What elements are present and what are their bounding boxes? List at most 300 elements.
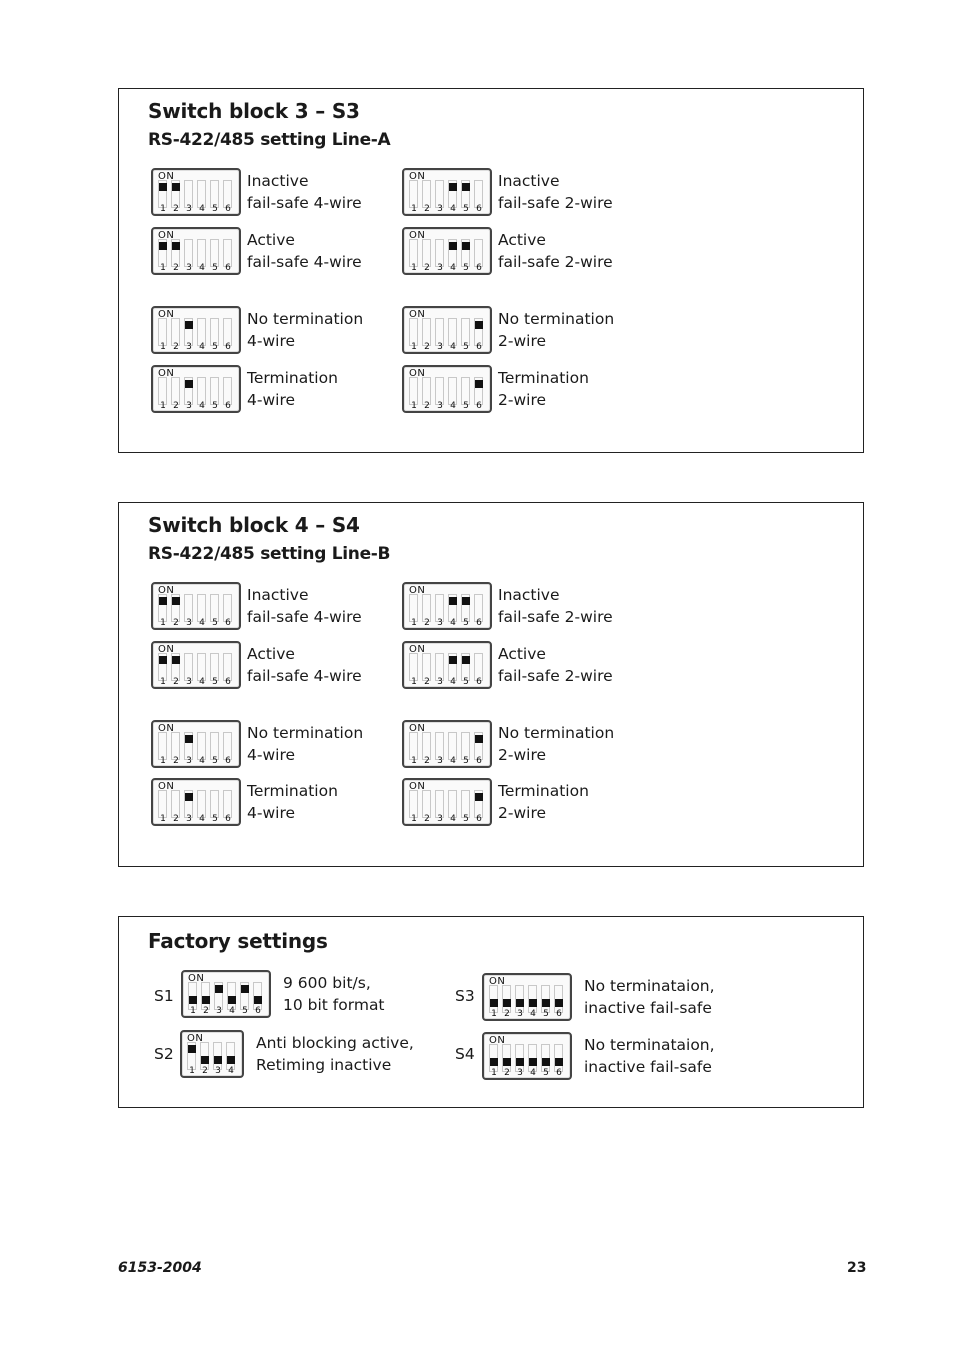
dip-switch: [402, 365, 492, 413]
dip-lever-off: [529, 999, 537, 1007]
dip-on-label: ON: [409, 230, 426, 241]
dip-number: 6: [476, 263, 482, 273]
dip-lever-on: [215, 985, 223, 993]
dip-number: 6: [476, 618, 482, 628]
dip-lever-on: [172, 183, 180, 191]
dip-number: 5: [543, 1068, 549, 1078]
setting-line-2: fail-safe 2-wire: [498, 194, 613, 212]
dip-slot-4: [448, 790, 458, 824]
dip-number: 5: [212, 401, 218, 411]
s4-entry: [402, 641, 732, 693]
dip-slot-5: [461, 318, 471, 352]
dip-slot-2: [171, 653, 181, 687]
dip-switch: [151, 720, 241, 768]
dip-slot-2: [422, 377, 432, 411]
setting-line-1: Inactive: [247, 586, 309, 604]
dip-slot-4: [197, 377, 207, 411]
setting-line-1: Inactive: [498, 172, 560, 190]
dip-lever-on: [172, 656, 180, 664]
factory-switch-name: S1: [154, 987, 174, 1005]
dip-slot-1: [409, 318, 419, 352]
dip-slot-6: [474, 180, 484, 214]
dip-number: 2: [424, 814, 430, 824]
dip-slot-6: [223, 594, 233, 628]
dip-lever-off: [503, 1058, 511, 1066]
setting-line-2: 4-wire: [247, 332, 296, 350]
dip-lever-on: [449, 597, 457, 605]
dip-slot-2: [502, 985, 512, 1019]
dip-slot-3: [435, 790, 445, 824]
dip-slot-2: [422, 653, 432, 687]
dip-switch: [151, 365, 241, 413]
dip-number: 2: [173, 263, 179, 273]
dip-number: 1: [160, 204, 166, 214]
dip-on-label: ON: [409, 368, 426, 379]
dip-number: 5: [463, 204, 469, 214]
dip-lever-off: [542, 1058, 550, 1066]
dip-number: 6: [225, 618, 231, 628]
dip-number: 5: [463, 618, 469, 628]
dip-slot-4: [448, 377, 458, 411]
dip-lever-off: [542, 999, 550, 1007]
dip-number: 3: [186, 263, 192, 273]
dip-slot-3: [435, 318, 445, 352]
dip-on-label: ON: [158, 781, 175, 792]
dip-slot-2: [200, 1042, 210, 1076]
switch-block-4-title: Switch block 4 – S4: [148, 513, 360, 537]
dip-slot-6: [474, 790, 484, 824]
dip-slot-3: [184, 732, 194, 766]
dip-slot-4: [197, 790, 207, 824]
dip-slot-5: [541, 1044, 551, 1078]
dip-number: 1: [411, 204, 417, 214]
dip-number: 4: [450, 263, 456, 273]
dip-slot-2: [502, 1044, 512, 1078]
dip-number: 3: [186, 756, 192, 766]
dip-number: 5: [242, 1006, 248, 1016]
setting-line-1: No terminataion,: [584, 1036, 715, 1054]
setting-line-1: Termination: [247, 782, 338, 800]
dip-number: 4: [450, 342, 456, 352]
dip-lever-on: [475, 321, 483, 329]
dip-lever-on: [241, 985, 249, 993]
dip-number: 2: [424, 618, 430, 628]
dip-number: 4: [450, 204, 456, 214]
dip-lever-on: [449, 242, 457, 250]
dip-number: 3: [437, 756, 443, 766]
dip-slot-5: [210, 653, 220, 687]
dip-number: 4: [199, 677, 205, 687]
dip-slot-3: [184, 790, 194, 824]
setting-line-2: 2-wire: [498, 804, 547, 822]
s3-entry: [402, 168, 732, 220]
dip-number: 3: [437, 677, 443, 687]
dip-slot-3: [435, 377, 445, 411]
dip-number: 1: [160, 677, 166, 687]
dip-number: 3: [186, 814, 192, 824]
dip-slot-3: [435, 653, 445, 687]
dip-number: 6: [225, 756, 231, 766]
dip-slot-2: [171, 790, 181, 824]
s4-entry: [402, 778, 732, 830]
dip-lever-off: [228, 996, 236, 1004]
setting-line-2: fail-safe 4-wire: [247, 253, 362, 271]
dip-number: 3: [437, 618, 443, 628]
setting-description: [283, 972, 385, 1016]
dip-slot-5: [210, 377, 220, 411]
dip-number: 3: [186, 401, 192, 411]
dip-on-label: ON: [158, 723, 175, 734]
dip-slot-5: [240, 982, 250, 1016]
dip-number: 6: [476, 677, 482, 687]
switch-block-4-panel: [118, 502, 864, 867]
dip-slot-5: [461, 239, 471, 273]
dip-number: 2: [424, 677, 430, 687]
setting-line-1: No termination: [498, 310, 615, 328]
dip-lever-on: [159, 242, 167, 250]
dip-number: 5: [463, 342, 469, 352]
dip-number: 1: [160, 342, 166, 352]
dip-lever-off: [555, 1058, 563, 1066]
dip-on-label: ON: [409, 723, 426, 734]
dip-slot-6: [223, 318, 233, 352]
dip-number: 4: [199, 756, 205, 766]
dip-lever-on: [172, 597, 180, 605]
setting-line-2: fail-safe 4-wire: [247, 667, 362, 685]
factory-settings-title: Factory settings: [148, 929, 328, 953]
dip-slot-3: [184, 318, 194, 352]
dip-number: 1: [160, 401, 166, 411]
setting-description: [498, 584, 613, 628]
setting-description: [498, 643, 613, 687]
dip-switch: [402, 306, 492, 354]
dip-number: 3: [437, 814, 443, 824]
dip-slot-5: [541, 985, 551, 1019]
setting-line-1: Termination: [498, 782, 589, 800]
dip-lever-off: [490, 999, 498, 1007]
dip-number: 5: [543, 1009, 549, 1019]
dip-number: 3: [215, 1066, 221, 1076]
dip-slot-2: [171, 594, 181, 628]
dip-number: 6: [225, 401, 231, 411]
dip-number: 5: [463, 401, 469, 411]
setting-line-2: 4-wire: [247, 804, 296, 822]
dip-number: 2: [424, 401, 430, 411]
setting-line-2: fail-safe 4-wire: [247, 194, 362, 212]
dip-number: 2: [504, 1009, 510, 1019]
dip-switch: [402, 720, 492, 768]
factory-switch-name: S4: [455, 1045, 475, 1063]
dip-slot-1: [489, 985, 499, 1019]
dip-slot-4: [448, 653, 458, 687]
dip-switch: [181, 970, 271, 1018]
dip-slot-1: [409, 790, 419, 824]
dip-switch: [402, 168, 492, 216]
dip-lever-on: [449, 656, 457, 664]
dip-slot-4: [528, 985, 538, 1019]
setting-line-2: 4-wire: [247, 391, 296, 409]
dip-number: 1: [160, 756, 166, 766]
dip-number: 1: [411, 756, 417, 766]
dip-number: 2: [173, 204, 179, 214]
setting-description: [247, 308, 363, 352]
dip-number: 6: [556, 1068, 562, 1078]
dip-switch: [482, 973, 572, 1021]
dip-number: 1: [160, 814, 166, 824]
dip-switch: [482, 1032, 572, 1080]
dip-number: 4: [530, 1068, 536, 1078]
dip-on-label: ON: [188, 973, 205, 984]
dip-number: 1: [190, 1006, 196, 1016]
switch-block-3-panel: [118, 88, 864, 453]
setting-line-1: No termination: [247, 724, 364, 742]
dip-number: 2: [424, 756, 430, 766]
dip-number: 1: [411, 342, 417, 352]
dip-switch: [402, 582, 492, 630]
dip-slot-6: [253, 982, 263, 1016]
dip-slot-6: [223, 377, 233, 411]
dip-slot-1: [158, 180, 168, 214]
dip-slot-4: [448, 594, 458, 628]
dip-slot-3: [184, 653, 194, 687]
dip-number: 3: [186, 342, 192, 352]
setting-description: [584, 975, 715, 1019]
s4-entry: [402, 582, 732, 634]
dip-slot-5: [210, 180, 220, 214]
s3-entry: [402, 227, 732, 279]
dip-slot-2: [171, 732, 181, 766]
dip-slot-6: [223, 239, 233, 273]
dip-slot-3: [213, 1042, 223, 1076]
dip-lever-off: [555, 999, 563, 1007]
dip-number: 6: [476, 756, 482, 766]
setting-line-1: Active: [498, 645, 546, 663]
dip-number: 4: [199, 263, 205, 273]
dip-slot-4: [448, 732, 458, 766]
dip-slot-1: [409, 239, 419, 273]
s3-entry: [402, 365, 732, 417]
dip-number: 5: [212, 204, 218, 214]
dip-number: 5: [463, 263, 469, 273]
dip-slot-6: [554, 1044, 564, 1078]
setting-line-1: Inactive: [247, 172, 309, 190]
s4-entry: [402, 720, 732, 772]
dip-slot-5: [461, 790, 471, 824]
dip-lever-on: [185, 735, 193, 743]
dip-slot-5: [210, 239, 220, 273]
dip-slot-4: [448, 239, 458, 273]
dip-slot-1: [158, 377, 168, 411]
setting-line-1: Termination: [247, 369, 338, 387]
dip-slot-1: [158, 239, 168, 273]
setting-description: [247, 170, 362, 214]
setting-line-2: fail-safe 2-wire: [498, 667, 613, 685]
dip-slot-6: [554, 985, 564, 1019]
dip-lever-on: [462, 656, 470, 664]
dip-slot-3: [214, 982, 224, 1016]
dip-number: 4: [450, 677, 456, 687]
setting-line-2: 2-wire: [498, 746, 547, 764]
dip-lever-off: [254, 996, 262, 1004]
switch-block-4-subtitle: RS-422/485 setting Line-B: [148, 544, 391, 564]
setting-description: [247, 643, 362, 687]
setting-description: [498, 367, 589, 411]
dip-number: 6: [255, 1006, 261, 1016]
dip-lever-on: [462, 242, 470, 250]
dip-lever-on: [185, 380, 193, 388]
switch-block-3-subtitle: RS-422/485 setting Line-A: [148, 130, 391, 150]
dip-lever-off: [503, 999, 511, 1007]
dip-lever-off: [516, 1058, 524, 1066]
dip-number: 3: [517, 1009, 523, 1019]
dip-number: 4: [199, 401, 205, 411]
dip-slot-1: [158, 790, 168, 824]
factory-switch-name: S3: [455, 987, 475, 1005]
setting-description: [247, 367, 338, 411]
dip-on-label: ON: [158, 585, 175, 596]
dip-number: 3: [437, 263, 443, 273]
dip-lever-off: [202, 996, 210, 1004]
setting-description: [247, 584, 362, 628]
dip-switch: [402, 778, 492, 826]
dip-slot-4: [197, 732, 207, 766]
dip-slot-2: [201, 982, 211, 1016]
dip-slot-4: [448, 180, 458, 214]
dip-slot-4: [528, 1044, 538, 1078]
dip-slot-4: [197, 239, 207, 273]
dip-slot-2: [422, 318, 432, 352]
dip-slot-1: [187, 1042, 197, 1076]
dip-slot-3: [435, 594, 445, 628]
dip-number: 6: [476, 342, 482, 352]
dip-number: 4: [450, 756, 456, 766]
dip-slot-2: [171, 239, 181, 273]
dip-slot-6: [223, 732, 233, 766]
dip-slot-6: [474, 377, 484, 411]
setting-description: [498, 229, 613, 273]
dip-number: 1: [160, 618, 166, 628]
dip-slot-2: [422, 239, 432, 273]
dip-slot-1: [158, 653, 168, 687]
factory-switch-name: S2: [154, 1045, 174, 1063]
setting-description: [247, 229, 362, 273]
dip-switch: [151, 641, 241, 689]
dip-number: 1: [411, 263, 417, 273]
dip-number: 2: [203, 1006, 209, 1016]
dip-number: 2: [424, 263, 430, 273]
dip-slot-3: [515, 985, 525, 1019]
setting-line-1: Active: [247, 645, 295, 663]
dip-switch: [402, 227, 492, 275]
dip-lever-on: [185, 321, 193, 329]
dip-lever-off: [227, 1056, 235, 1064]
dip-on-label: ON: [187, 1033, 204, 1044]
dip-number: 5: [463, 814, 469, 824]
dip-lever-off: [516, 999, 524, 1007]
dip-number: 5: [212, 756, 218, 766]
dip-slot-1: [158, 318, 168, 352]
dip-switch: [180, 1030, 244, 1078]
setting-line-1: Termination: [498, 369, 589, 387]
dip-number: 2: [173, 814, 179, 824]
dip-slot-3: [435, 180, 445, 214]
dip-lever-on: [159, 183, 167, 191]
dip-slot-2: [422, 732, 432, 766]
dip-slot-2: [422, 594, 432, 628]
dip-slot-3: [184, 239, 194, 273]
dip-lever-on: [449, 183, 457, 191]
dip-number: 3: [437, 342, 443, 352]
dip-number: 5: [212, 342, 218, 352]
setting-description: [498, 722, 614, 766]
dip-lever-on: [475, 380, 483, 388]
setting-line-1: Anti blocking active,: [256, 1034, 414, 1052]
dip-number: 1: [411, 677, 417, 687]
dip-number: 6: [556, 1009, 562, 1019]
setting-description: [498, 780, 589, 824]
dip-switch: [402, 641, 492, 689]
dip-number: 4: [228, 1066, 234, 1076]
dip-slot-3: [515, 1044, 525, 1078]
s3-entry: [402, 306, 732, 358]
factory-settings-panel: [118, 916, 864, 1108]
dip-slot-1: [409, 732, 419, 766]
dip-slot-2: [171, 377, 181, 411]
dip-number: 3: [186, 677, 192, 687]
dip-number: 4: [450, 814, 456, 824]
dip-slot-6: [223, 180, 233, 214]
dip-slot-5: [461, 653, 471, 687]
setting-line-2: fail-safe 4-wire: [247, 608, 362, 626]
dip-slot-3: [435, 732, 445, 766]
dip-lever-on: [185, 793, 193, 801]
setting-line-1: 9 600 bit/s,: [283, 974, 371, 992]
dip-switch: [151, 306, 241, 354]
dip-slot-6: [223, 790, 233, 824]
dip-slot-5: [210, 318, 220, 352]
dip-number: 4: [199, 814, 205, 824]
dip-number: 3: [186, 618, 192, 628]
setting-line-2: inactive fail-safe: [584, 999, 712, 1017]
dip-slot-1: [409, 377, 419, 411]
dip-number: 2: [202, 1066, 208, 1076]
setting-line-2: fail-safe 2-wire: [498, 253, 613, 271]
setting-line-2: inactive fail-safe: [584, 1058, 712, 1076]
dip-slot-2: [171, 318, 181, 352]
setting-line-1: No termination: [498, 724, 615, 742]
dip-number: 1: [411, 401, 417, 411]
dip-slot-4: [197, 594, 207, 628]
dip-number: 5: [463, 756, 469, 766]
dip-number: 3: [437, 204, 443, 214]
dip-slot-2: [422, 790, 432, 824]
dip-slot-6: [474, 653, 484, 687]
dip-slot-4: [197, 318, 207, 352]
dip-slot-4: [226, 1042, 236, 1076]
dip-on-label: ON: [158, 644, 175, 655]
setting-line-1: Active: [498, 231, 546, 249]
dip-number: 4: [450, 618, 456, 628]
setting-description: [498, 308, 614, 352]
dip-slot-4: [448, 318, 458, 352]
dip-slot-1: [409, 653, 419, 687]
dip-on-label: ON: [409, 309, 426, 320]
dip-number: 3: [186, 204, 192, 214]
dip-number: 4: [199, 204, 205, 214]
dip-number: 1: [160, 263, 166, 273]
dip-number: 5: [212, 263, 218, 273]
dip-number: 2: [173, 677, 179, 687]
